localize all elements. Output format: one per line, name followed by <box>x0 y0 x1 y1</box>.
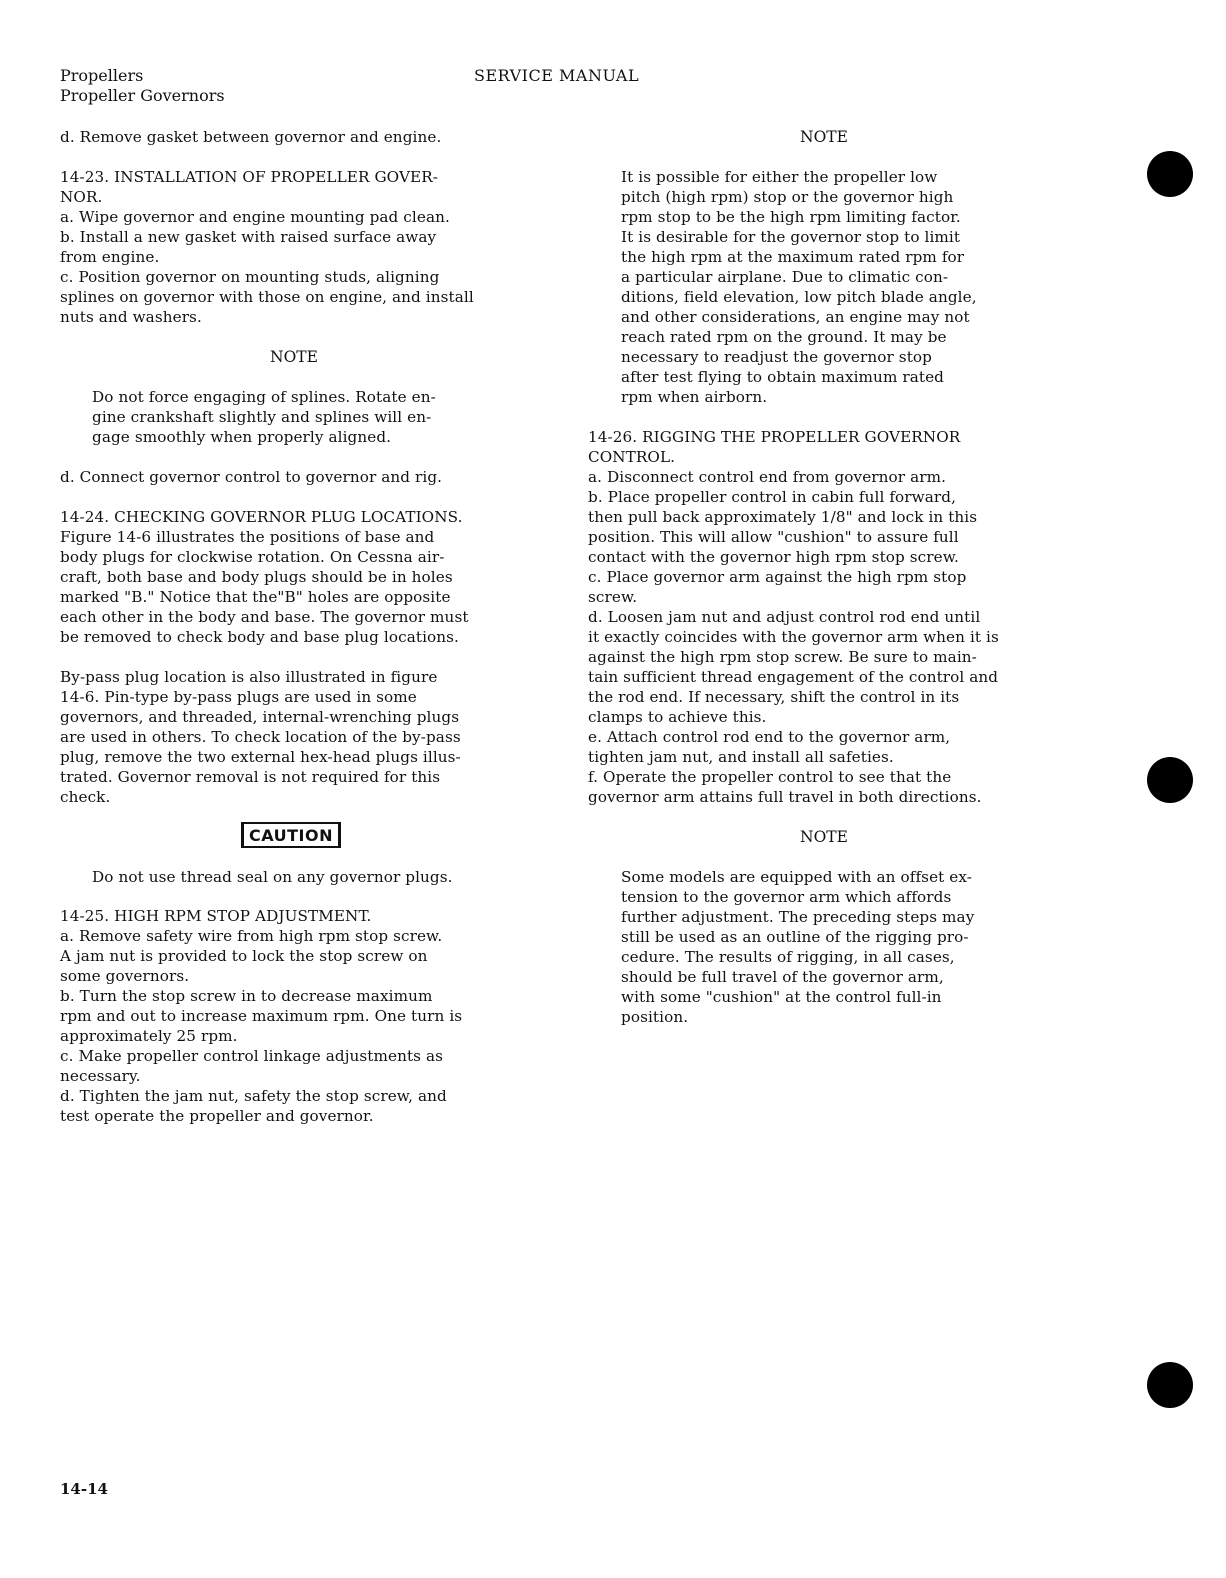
step-c: c. Place governor arm against the high rpm stop <box>588 568 967 586</box>
note-text: It is possible for either the propeller low <box>621 168 938 186</box>
step-b: b. Install a new gasket with raised surface away <box>60 228 437 246</box>
step-b-cont: contact with the governor high rpm stop screw. <box>588 548 959 566</box>
header-section: Propellers <box>60 66 144 85</box>
paragraph-line: plug, remove the two external hex-head plugs illus- <box>60 748 461 766</box>
step-d-cont: it exactly coincides with the governor arm when it is <box>588 628 999 646</box>
step-b: b. Place propeller control in cabin full forward, <box>588 488 957 506</box>
binder-hole-mark <box>1147 757 1193 803</box>
heading-14-25: 14-25. HIGH RPM STOP ADJUSTMENT. <box>60 907 372 925</box>
note-text: rpm when airborn. <box>621 388 768 406</box>
step-c: c. Make propeller control linkage adjustments as <box>60 1047 444 1065</box>
paragraph-line: marked "B." Notice that the"B" holes are opposite <box>60 588 451 606</box>
heading-14-26-cont: CONTROL. <box>588 448 676 466</box>
step-a-cont: some governors. <box>60 967 190 985</box>
heading-14-24: 14-24. CHECKING GOVERNOR PLUG LOCATIONS. <box>60 508 463 526</box>
step-d-connect: d. Connect governor control to governor and rig. <box>60 468 443 486</box>
step-d: d. Tighten the jam nut, safety the stop screw, and <box>60 1087 447 1105</box>
step-c-cont: necessary. <box>60 1067 141 1085</box>
step-a: a. Wipe governor and engine mounting pad clean. <box>60 208 450 226</box>
note-text: ditions, field elevation, low pitch blade angle, <box>621 288 977 306</box>
step-e: e. Attach control rod end to the governor arm, <box>588 728 951 746</box>
paragraph-line: governors, and threaded, internal-wrenching plugs <box>60 708 460 726</box>
note-text: and other considerations, an engine may not <box>621 308 970 326</box>
header-subsection: Propeller Governors <box>60 86 225 105</box>
note-text: the high rpm at the maximum rated rpm for <box>621 248 965 266</box>
step-b-cont: position. This will allow "cushion" to assure full <box>588 528 959 546</box>
page-number: 14-14 <box>60 1480 108 1498</box>
step-b-cont: then pull back approximately 1/8" and lock in this <box>588 508 978 526</box>
note-text: reach rated rpm on the ground. It may be <box>621 328 947 346</box>
caution-label: CAUTION <box>241 822 341 848</box>
paragraph-line: are used in others. To check location of the by-pass <box>60 728 461 746</box>
step-a-cont: A jam nut is provided to lock the stop screw on <box>60 947 428 965</box>
note-text: with some "cushion" at the control full-in <box>621 988 942 1006</box>
note-text: cedure. The results of rigging, in all cases, <box>621 948 955 966</box>
step-d-cont: against the high rpm stop screw. Be sure to main- <box>588 648 977 666</box>
step-c-cont: nuts and washers. <box>60 308 202 326</box>
note-title: NOTE <box>800 128 848 146</box>
note-title: NOTE <box>270 348 318 366</box>
paragraph-line: 14-6. Pin-type by-pass plugs are used in some <box>60 688 417 706</box>
note-text: Some models are equipped with an offset ex- <box>621 868 973 886</box>
header-manual-title: SERVICE MANUAL <box>474 66 640 85</box>
paragraph-line: check. <box>60 788 111 806</box>
note-text: a particular airplane. Due to climatic con- <box>621 268 949 286</box>
step-d-cont: clamps to achieve this. <box>588 708 767 726</box>
note-text: still be used as an outline of the rigging pro- <box>621 928 969 946</box>
step-b-cont: rpm and out to increase maximum rpm. One turn is <box>60 1007 463 1025</box>
step-d-cont: the rod end. If necessary, shift the control in its <box>588 688 960 706</box>
note-text: position. <box>621 1008 689 1026</box>
note-text: Do not force engaging of splines. Rotate en- <box>92 388 436 406</box>
caution-text: Do not use thread seal on any governor plugs. <box>92 868 453 886</box>
paragraph-line: Figure 14-6 illustrates the positions of base and <box>60 528 435 546</box>
paragraph-line: By-pass plug location is also illustrated in figure <box>60 668 438 686</box>
step-b-cont: approximately 25 rpm. <box>60 1027 238 1045</box>
heading-14-23-cont: NOR. <box>60 188 103 206</box>
note-text: pitch (high rpm) stop or the governor high <box>621 188 954 206</box>
note-text: rpm stop to be the high rpm limiting factor. <box>621 208 961 226</box>
step-b-cont: from engine. <box>60 248 160 266</box>
paragraph-line: each other in the body and base. The governor must <box>60 608 469 626</box>
note-text: should be full travel of the governor arm, <box>621 968 944 986</box>
step-a: a. Remove safety wire from high rpm stop screw. <box>60 927 443 945</box>
paragraph-line: body plugs for clockwise rotation. On Cessna air- <box>60 548 445 566</box>
step-c-cont: splines on governor with those on engine, and install <box>60 288 474 306</box>
heading-14-23: 14-23. INSTALLATION OF PROPELLER GOVER- <box>60 168 438 186</box>
note-text: further adjustment. The preceding steps may <box>621 908 975 926</box>
binder-hole-mark <box>1147 151 1193 197</box>
step-d-cont: tain sufficient thread engagement of the control and <box>588 668 999 686</box>
step-f: f. Operate the propeller control to see that the <box>588 768 952 786</box>
step-c-cont: screw. <box>588 588 638 606</box>
step-d-cont: test operate the propeller and governor. <box>60 1107 374 1125</box>
step-f-cont: governor arm attains full travel in both directions. <box>588 788 982 806</box>
note-text: tension to the governor arm which affords <box>621 888 952 906</box>
heading-14-26: 14-26. RIGGING THE PROPELLER GOVERNOR <box>588 428 961 446</box>
note-text: gine crankshaft slightly and splines will en- <box>92 408 432 426</box>
note-text: It is desirable for the governor stop to limit <box>621 228 961 246</box>
step-d-remove-gasket: d. Remove gasket between governor and engine. <box>60 128 442 146</box>
paragraph-line: craft, both base and body plugs should be in holes <box>60 568 453 586</box>
step-a: a. Disconnect control end from governor arm. <box>588 468 947 486</box>
note-title: NOTE <box>800 828 848 846</box>
step-b: b. Turn the stop screw in to decrease maximum <box>60 987 433 1005</box>
binder-hole-mark <box>1147 1362 1193 1408</box>
paragraph-line: be removed to check body and base plug locations. <box>60 628 459 646</box>
note-text: after test flying to obtain maximum rated <box>621 368 945 386</box>
note-text: gage smoothly when properly aligned. <box>92 428 392 446</box>
step-c: c. Position governor on mounting studs, aligning <box>60 268 440 286</box>
step-d: d. Loosen jam nut and adjust control rod end until <box>588 608 981 626</box>
paragraph-line: trated. Governor removal is not required for this <box>60 768 441 786</box>
note-text: necessary to readjust the governor stop <box>621 348 932 366</box>
step-e-cont: tighten jam nut, and install all safeties. <box>588 748 894 766</box>
